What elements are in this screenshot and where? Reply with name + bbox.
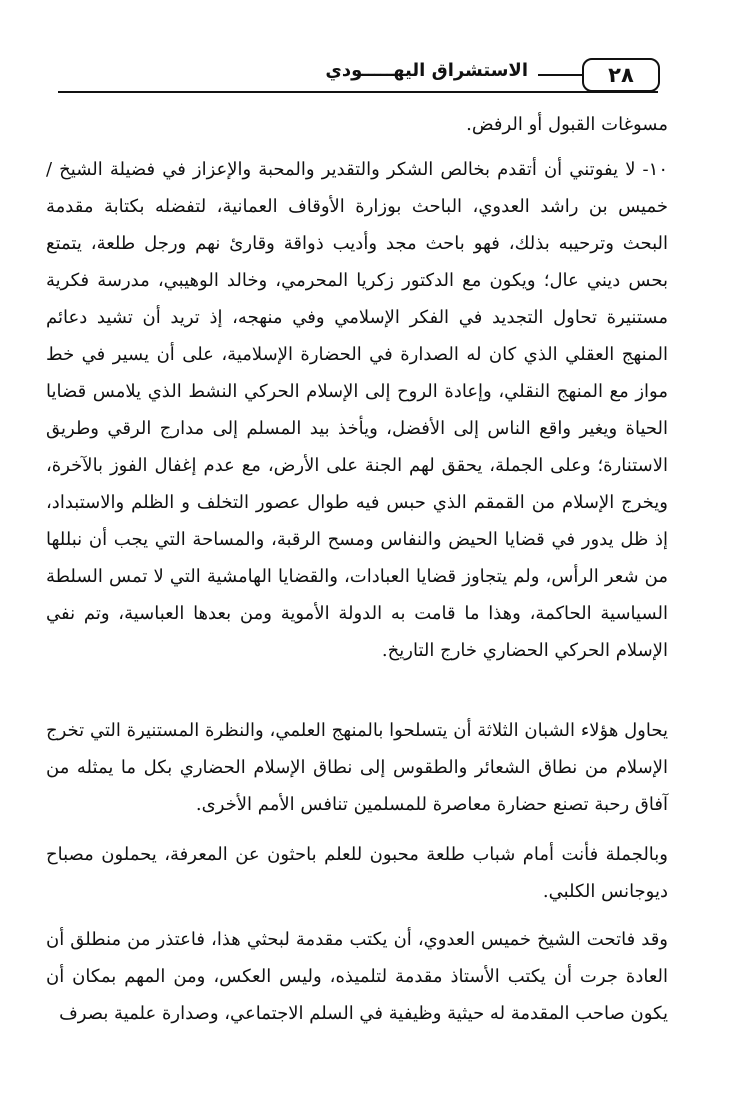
header-rule-bottom [58,91,658,93]
paragraph-1-text: مسوغات القبول أو الرفض. [466,114,668,135]
paragraph-1 [46,106,668,143]
paragraph-3 [46,712,668,823]
paragraph-5 [46,921,668,1032]
page-header [58,58,658,94]
header-rule-top [538,74,584,76]
running-title: الاستشراق اليهـــــودي [325,60,528,81]
page-number: ٢٨ [582,58,660,92]
paragraph-2 [46,151,668,669]
paragraph-3-text: يحاول هؤلاء الشبان الثلاثة أن يتسلحوا بالمنهج العلمي، والنظرة المستنيرة التي تخرج الإسلام من نطاق الشعائر والطقوس إلى نطاق الإسلام الحضاري بكل ما يمثله من آفاق رحبة تصنع حضارة معاصرة للمسلمين تنافس الأمم الأخرى. [46,720,668,815]
paragraph-4-text: وبالجملة فأنت أمام شباب طلعة محبون للعلم باحثون عن المعرفة، يحملون مصباح ديوجانس الكلبي. [46,844,668,902]
paragraph-2-text: ١٠- لا يفوتني أن أتقدم بخالص الشكر والتقدير والمحبة والإعزاز في فضيلة الشيخ / خميس بن راشد العدوي، الباحث بوزارة الأوقاف العمانية، لتفضله بكتابة مقدمة البحث وترحيبه بذلك، فهو باحث مجد وأديب ذواقة وقارئ نهم ورجل طلعة، يتمتع بحس ديني عال؛ ويكون مع الدكتور زكريا المحرمي، وخالد الوهيبي، مدرسة فكرية مستنيرة تحاول التجديد في الفكر الإسلامي وفي منهجه، إذ تريد أن تشيد دعائم المنهج العقلي الذي كان له الصدارة في الحضارة الإسلامية، على أن يسير في خط مواز مع المنهج النقلي، وإعادة الروح إلى الإسلام الحركي النشط الذي يلامس قضايا الحياة ويغير واقع الناس إلى الأفضل، ويأخذ بيد المسلم إلى مدارج الرقي وطريق الاستنارة؛ وعلى الجملة، يحقق لهم الجنة على الأرض، مع عدم إغفال الفوز بالآخرة، ويخرج الإسلام من القمقم الذي حبس فيه طوال عصور التخلف و الظلم والاستبداد، إذ ظل يدور في قضايا الحيض والنفاس ومسح الرقبة، والمساحة التي يجب أن نبللها من شعر الرأس، ولم يتجاوز قضايا العبادات، والقضايا الهامشية التي لا تمس السلطة السياسية الحاكمة، وهذا ما قامت به الدولة الأموية ومن بعدها العباسية، وتم نفي الإسلام الحركي الحضاري خارج التاريخ. [46,159,668,661]
paragraph-4 [46,836,668,910]
paragraph-5-text: وقد فاتحت الشيخ خميس العدوي، أن يكتب مقدمة لبحثي هذا، فاعتذر من منطلق أن العادة جرت أن يكتب الأستاذ مقدمة لتلميذه، وليس العكس، ومن المهم بمكان أن يكون صاحب المقدمة له حيثية وظيفية في السلم الاجتماعي، وصدارة علمية بصرف [46,929,668,1024]
